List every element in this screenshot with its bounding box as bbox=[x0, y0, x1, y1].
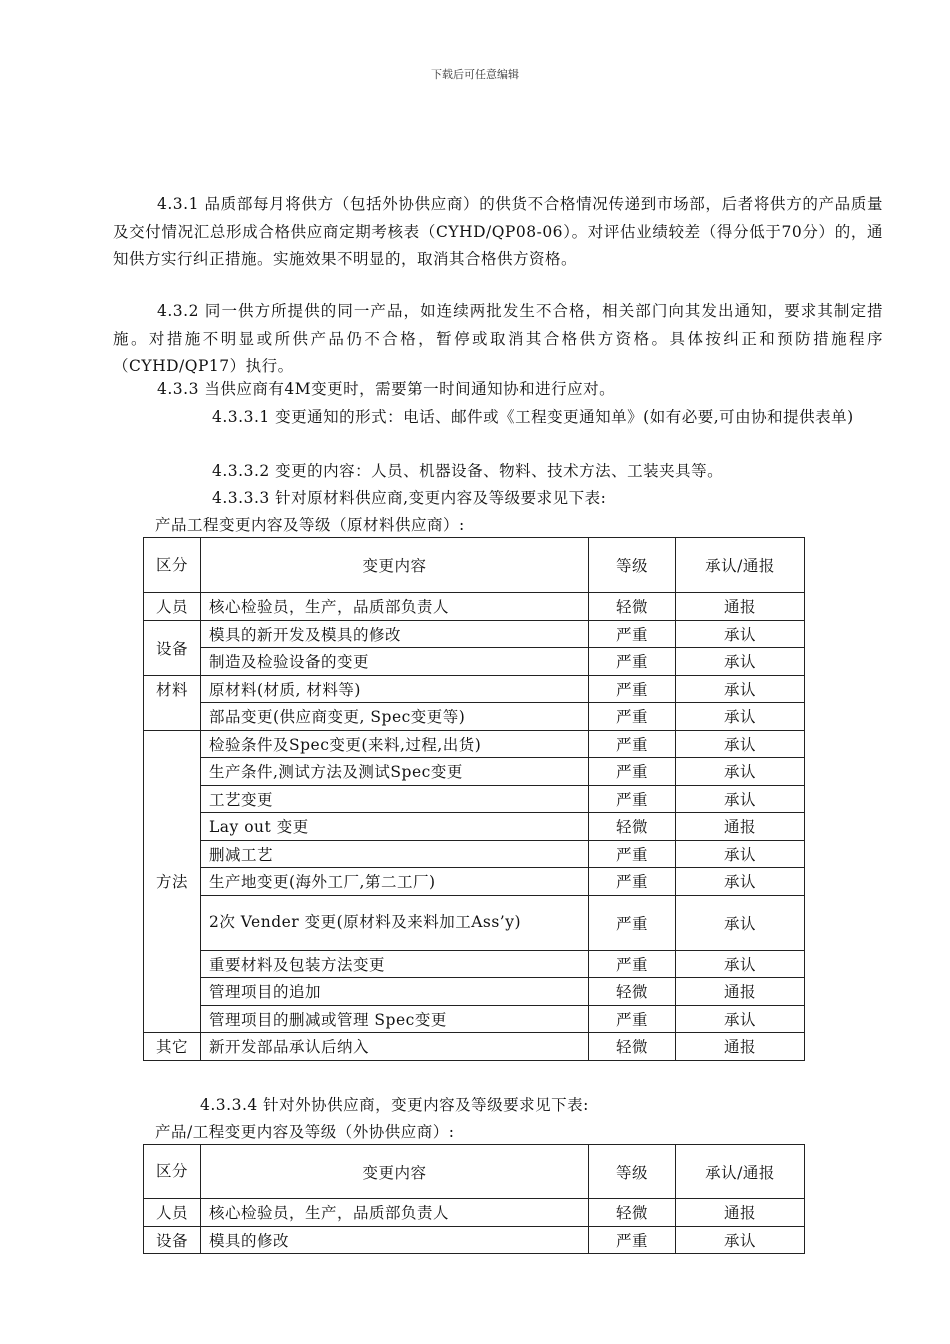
row-approval: 承认 bbox=[676, 758, 805, 786]
row-content: 部品变更(供应商变更, Spec变更等) bbox=[201, 703, 589, 731]
paragraph-4-3-3-4: 4.3.3.4 针对外协供应商，变更内容及等级要求见下表: bbox=[200, 1096, 589, 1114]
header-content: 变更内容 bbox=[201, 538, 589, 593]
row-content: 删减工艺 bbox=[201, 840, 589, 868]
paragraph-4-3-1: 4.3.1 品质部每月将供方（包括外协供应商）的供货不合格情况传递到市场部，后者将供方的产品质量及交付情况汇总形成合格供应商定期考核表（CYHD/QP08-06）。对评估业绩较差（得分低于70分）的，通知供方实行纠正措施。实施效果不明显的，取消其合格供方资格。 bbox=[113, 195, 883, 268]
row-approval: 承认 bbox=[676, 1226, 805, 1254]
row-content: 生产条件,测试方法及测试Spec变更 bbox=[201, 758, 589, 786]
row-approval: 承认 bbox=[676, 868, 805, 896]
table2-caption: 产品/工程变更内容及等级（外协供应商）: bbox=[155, 1123, 455, 1141]
row-level: 严重 bbox=[589, 1005, 676, 1033]
row-level: 严重 bbox=[589, 758, 676, 786]
header-area: 区分 bbox=[144, 538, 201, 593]
row-level: 严重 bbox=[589, 840, 676, 868]
paragraph-4-3-3-3: 4.3.3.3 针对原材料供应商,变更内容及等级要求见下表: bbox=[212, 489, 607, 507]
row-content: 管理项目的追加 bbox=[201, 978, 589, 1006]
header-level: 等级 bbox=[589, 1145, 676, 1199]
row-content: 新开发部品承认后纳入 bbox=[201, 1033, 589, 1061]
row-approval: 承认 bbox=[676, 675, 805, 703]
row-approval: 承认 bbox=[676, 620, 805, 648]
paragraph-4-3-2: 4.3.2 同一供方所提供的同一产品，如连续两批发生不合格，相关部门向其发出通知，要求其制定措施。对措施不明显或所供产品仍不合格，暂停或取消其合格供方资格。具体按纠正和预防措施程序（CYHD/QP17）执行。 bbox=[113, 302, 883, 375]
row-level: 严重 bbox=[589, 950, 676, 978]
row-content: 模具的修改 bbox=[201, 1226, 589, 1254]
page-header: 下载后可任意编辑 bbox=[431, 68, 519, 81]
row-approval: 通报 bbox=[676, 593, 805, 621]
row-level: 轻微 bbox=[589, 813, 676, 841]
header-level: 等级 bbox=[589, 538, 676, 593]
row-content: 重要材料及包装方法变更 bbox=[201, 950, 589, 978]
table1-caption: 产品工程变更内容及等级（原材料供应商）: bbox=[155, 516, 465, 534]
row-content: 工艺变更 bbox=[201, 785, 589, 813]
row-level: 严重 bbox=[589, 675, 676, 703]
row-approval: 承认 bbox=[676, 703, 805, 731]
row-level: 轻微 bbox=[589, 978, 676, 1006]
row-content: Lay out 变更 bbox=[201, 813, 589, 841]
row-approval: 承认 bbox=[676, 648, 805, 676]
category-equipment: 设备 bbox=[144, 620, 201, 675]
row-level: 轻微 bbox=[589, 1033, 676, 1061]
row-level: 严重 bbox=[589, 648, 676, 676]
row-approval: 通报 bbox=[676, 1199, 805, 1227]
row-approval: 承认 bbox=[676, 730, 805, 758]
row-content: 原材料(材质, 材料等) bbox=[201, 675, 589, 703]
category-other: 其它 bbox=[144, 1033, 201, 1061]
row-level: 严重 bbox=[589, 620, 676, 648]
row-level: 严重 bbox=[589, 868, 676, 896]
category-personnel: 人员 bbox=[144, 1199, 201, 1227]
row-content: 2次 Vender 变更(原材料及来料加工Ass’y) bbox=[201, 895, 589, 950]
row-approval: 承认 bbox=[676, 840, 805, 868]
row-approval: 承认 bbox=[676, 950, 805, 978]
row-approval: 通报 bbox=[676, 978, 805, 1006]
header-content: 变更内容 bbox=[201, 1145, 589, 1199]
row-level: 严重 bbox=[589, 785, 676, 813]
header-area: 区分 bbox=[144, 1145, 201, 1199]
row-level: 轻微 bbox=[589, 593, 676, 621]
table-raw-material-changes bbox=[143, 537, 805, 1061]
row-level: 严重 bbox=[589, 703, 676, 731]
category-equipment: 设备 bbox=[144, 1226, 201, 1254]
row-content: 制造及检验设备的变更 bbox=[201, 648, 589, 676]
row-level: 严重 bbox=[589, 895, 676, 950]
row-approval: 承认 bbox=[676, 785, 805, 813]
row-content: 核心检验员，生产，品质部负责人 bbox=[201, 593, 589, 621]
row-level: 严重 bbox=[589, 730, 676, 758]
row-content: 核心检验员，生产，品质部负责人 bbox=[201, 1199, 589, 1227]
category-personnel: 人员 bbox=[144, 593, 201, 621]
table-outsourced-changes bbox=[143, 1144, 805, 1254]
row-approval: 通报 bbox=[676, 813, 805, 841]
paragraph-4-3-3-2: 4.3.3.2 变更的内容：人员、机器设备、物料、技术方法、工装夹具等。 bbox=[212, 462, 724, 480]
paragraph-4-3-3-1: 4.3.3.1 变更通知的形式：电话、邮件或《工程变更通知单》(如有必要,可由协和提供表单) bbox=[212, 408, 854, 426]
row-approval: 承认 bbox=[676, 1005, 805, 1033]
row-content: 模具的新开发及模具的修改 bbox=[201, 620, 589, 648]
row-approval: 承认 bbox=[676, 895, 805, 950]
row-approval: 通报 bbox=[676, 1033, 805, 1061]
row-content: 生产地变更(海外工厂,第二工厂) bbox=[201, 868, 589, 896]
header-approval: 承认/通报 bbox=[676, 1145, 805, 1199]
header-approval: 承认/通报 bbox=[676, 538, 805, 593]
category-material: 材料 bbox=[144, 675, 201, 730]
row-content: 管理项目的删减或管理 Spec变更 bbox=[201, 1005, 589, 1033]
paragraph-4-3-3: 4.3.3 当供应商有4M变更时，需要第一时间通知协和进行应对。 bbox=[157, 380, 616, 398]
row-content: 检验条件及Spec变更(来料,过程,出货) bbox=[201, 730, 589, 758]
category-method: 方法 bbox=[144, 730, 201, 1033]
row-level: 轻微 bbox=[589, 1199, 676, 1227]
row-level: 严重 bbox=[589, 1226, 676, 1254]
